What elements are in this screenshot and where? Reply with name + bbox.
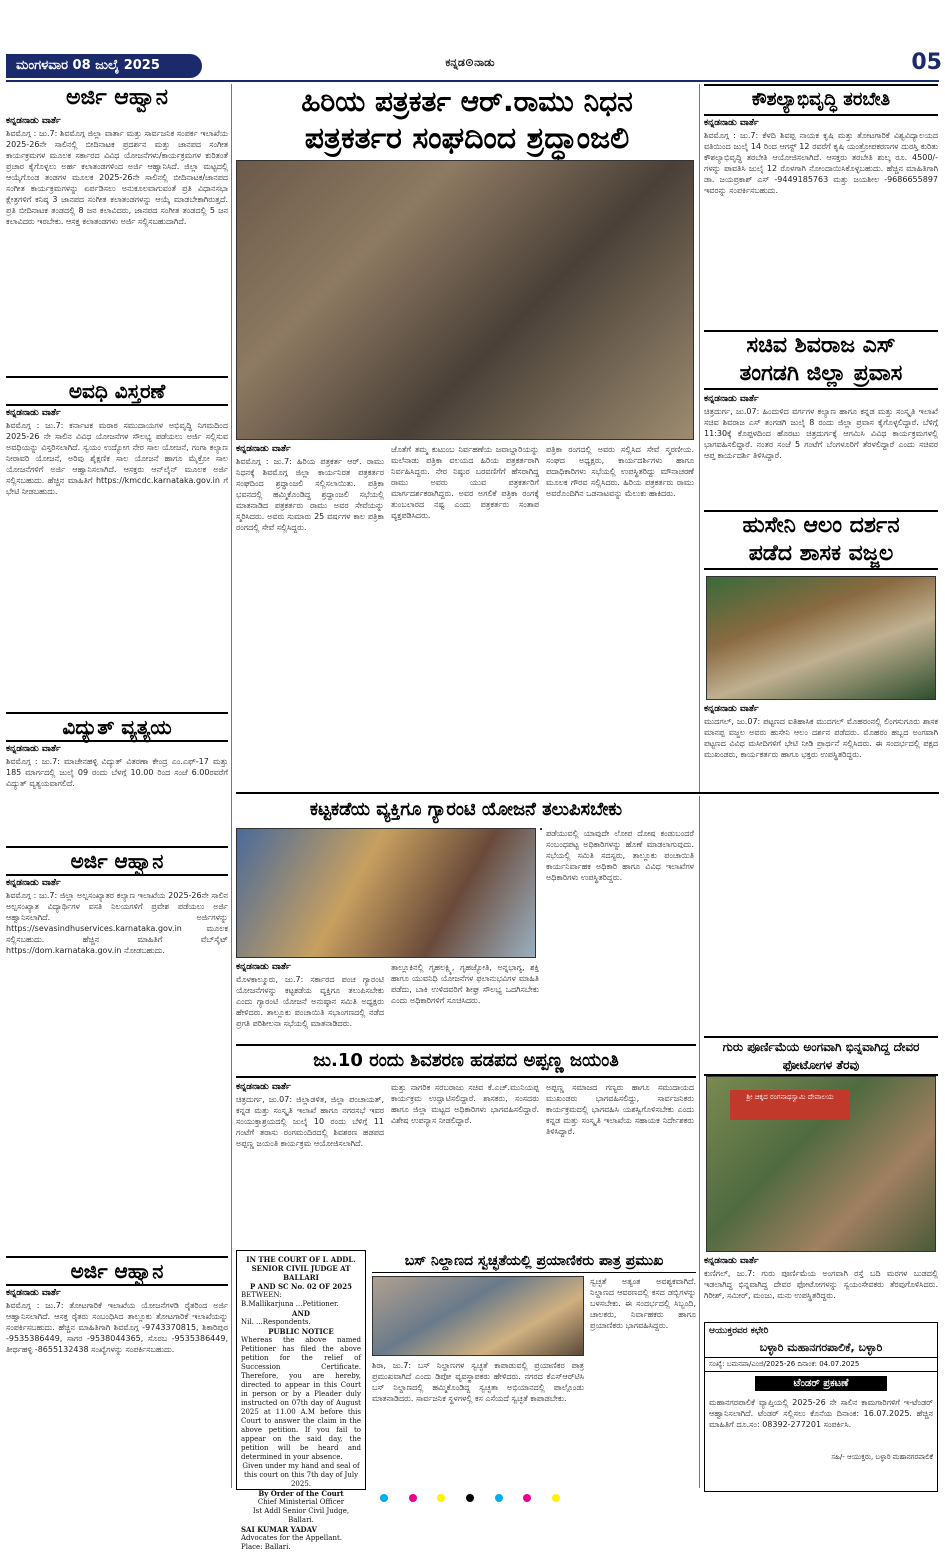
lead-headline-2: ಪತ್ರಕರ್ತರ ಸಂಘದಿಂದ ಶ್ರದ್ಧಾಂಜಲಿ [304,121,630,156]
notice-order: By Order of the Court [258,1489,344,1498]
registration-marks [380,1494,560,1504]
mid-photo-1 [236,828,536,958]
issue-date: ಮಂಗಳವಾರ 08 ಜುಲೈ 2025 [6,54,202,78]
tender-office: ಆಯುಕ್ತರವರ ಕಛೇರಿ [709,1326,769,1336]
col1-article-1: ಶಿವಮೊಗ್ಗ : ಜು.7: ಶಿವಮೊಗ್ಗ ಜಿಲ್ಲಾ ವಾರ್ತಾ ಮತ್ತು ಸಾರ್ವಜನಿಕ ಸಂಪರ್ಕ ಇಲಾಖೆಯ 2025-26ನೇ ಸಾಲಿನಲ್ಲಿ ಬೀದಿನಾಟಕ ಪ್ರದರ್ಶನ ಮತ್ತು ಜಾನಪದ ಸಂಗೀತ ಕಾರ್ಯಕ್ರಮಗಳ ಮೂಲಕ ಸರ್ಕಾರದ ವಿವಿಧ ಯೋಜನೆಗಳು/ಕಾರ್ಯಕ್ರಮಗಳ ಕುರಿತಂತೆ ಪ್ರಚಾರ ಕೈಗೊಳ್ಳಲು ಅರ್ಹ ಕಲಾತಂಡಗಳಿಂದ ಅರ್ಜಿ ಆಹ್ವಾನಿಸಿದೆ. ಜಿಲ್ಲಾ ಮಟ್ಟದಲ್ಲಿ ಆಯ್ಕೆಗೊಂಡ ತಂಡಗಳ ಮೂಲಕ 2025-26ನೇ ಸಾಲಿನಲ್ಲಿ ಬೀದಿನಾಟಕ/ಜಾನಪದ ಸಂಗೀತ ಕಾರ್ಯಕ್ರಮಗಳನ್ನು ಏರ್ಪಡಿಸಲು ಅನುಕೂಲವಾಗುವಂತೆ ಪ್ರತಿ ವಿಧಾನಸಭಾ ಕ್ಷೇತ್ರಗಳಿಗೆ ಕನಿಷ್ಠ 3 ಜಾನಪದ ಸಂಗೀತ ಕಲಾತಂಡಗಳನ್ನು ಆಯ್ಕೆ ಮಾಡಬೇಕಾಗಿರುತ್ತದೆ. ಪ್ರತಿ ಬೀದಿನಾಟಕ ತಂಡದಲ್ಲಿ 8 ಜನ ಕಲಾವಿದರು, ಜಾನಪದ ಸಂಗೀತ ತಂಡದಲ್ಲಿ 5 ಜನ ಕಲಾವಿದರು ಇರಬೇಕು. ಆಸಕ್ತ ಕಲಾತಂಡಗಳು ಅರ್ಜಿ ಸಲ್ಲಿಸಬಹುದಾಗಿದೆ. [6,129,228,226]
notice-title: PUBLIC NOTICE [268,1327,334,1336]
col4-byline-3: ಕನ್ನಡನಾಡು ವಾರ್ತೆ [704,704,759,714]
notice-given: Given under my hand and seal of this court on this 7th day of July 2025. [242,1462,360,1488]
dot-magenta [409,1494,417,1502]
dot-yellow [437,1494,445,1502]
notice-for: Advocates for the Appellant. [241,1534,342,1542]
notice-officer: Chief Ministerial Officer [257,1498,345,1506]
notice-body: Whereas the above named Petitioner has filed the above petition for the relief of Succession Certificate. Therefore, you are hereby, directed to appear in this Court in person or by a Pleader duly instructed on 07th day of August 2025 at 11.00 A.M before this Court to answer the claim in the above petition. If you fail to appear on the said day, the petition will be heard and determined in your absence. [241,1336,361,1461]
lead-photo [236,160,694,440]
tender-title: ಟೆಂಡರ್ ಪ್ರಕಟಣೆ [755,1376,887,1391]
dot-yellow-2 [552,1494,560,1502]
tender-sign: ಸಹಿ/- ಆಯುಕ್ತರು, ಬಳ್ಳಾರಿ ಮಹಾನಗರಪಾಲಿಕೆ [831,1453,933,1461]
col1-headline-5: ಅರ್ಜಿ ಆಹ್ವಾನ [6,1256,228,1286]
mid-headline-1: ಕಟ್ಟಕಡೆಯ ವ್ಯಕ್ತಿಗೂ ಗ್ಯಾರಂಟಿ ಯೋಜನೆ ತಲುಪಿಸಬೇಕು [309,799,623,820]
mid-byline-1: ಕನ್ನಡನಾಡು ವಾರ್ತೆ [236,962,291,972]
mid-article-2a: ಚಿತ್ರದುರ್ಗ, ಜು.07: ಜಿಲ್ಲಾಡಳಿತ, ಜಿಲ್ಲಾ ಪಂಚಾಯತ್, ಕನ್ನಡ ಮತ್ತು ಸಂಸ್ಕೃತಿ ಇಲಾಖೆ ಹಾಗೂ ನಗರಸಭೆ ಇವರ ಸಂಯುಕ್ತಾಶ್ರಯದಲ್ಲಿ ಜುಲೈ 10 ರಂದು ಬೆಳಿಗ್ಗೆ 11 ಗಂಟೆಗೆ ತರಾಸು ರಂಗಮಂದಿರದಲ್ಲಿ ಶಿವಶರಣ ಹಡಪದ ಅಪ್ಪಣ್ಣ ಜಯಂತಿ ಕಾರ್ಯಕ್ರಮ ಆಯೋಜಿಸಲಾಗಿದೆ. [236,1095,384,1148]
mid-article-1a: ಮೊಳಕಾಲ್ಮೂರು, ಜು.7: ಸರ್ಕಾರದ ಪಂಚ ಗ್ಯಾರಂಟಿ ಯೋಜನೆಗಳನ್ನು ಕಟ್ಟಕಡೆಯ ವ್ಯಕ್ತಿಗೂ ತಲುಪಿಸಬೇಕು ಎಂದು ಗ್ಯಾರಂಟಿ ಯೋಜನೆ ಅನುಷ್ಠಾನ ಸಮಿತಿ ಅಧ್ಯಕ್ಷರು ಹೇಳಿದರು. ತಾಲ್ಲೂಕು ಪಂಚಾಯಿತಿ ಸಭಾಂಗಣದಲ್ಲಿ ನಡೆದ ಪ್ರಗತಿ ಪರಿಶೀಲನಾ ಸಭೆಯಲ್ಲಿ ಮಾತನಾಡಿದರು. [236,975,384,1028]
notice-respondents: Nil. ...Respondents. [241,1318,311,1326]
col4-headline-4: ಗುರು ಪೂರ್ಣಿಮೆಯ ಅಂಗವಾಗಿ ಭಿನ್ನವಾಗಿದ್ದ ದೇವರ ಫೋಟೋಗಳ ತೆರವು [704,1036,938,1076]
mid-byline-2: ಕನ್ನಡನಾಡು ವಾರ್ತೆ [236,1082,291,1092]
tender-body: ಮಹಾನಗರಪಾಲಿಕೆ ವ್ಯಾಪ್ತಿಯಲ್ಲಿ 2025-26 ನೇ ಸಾಲಿನ ಕಾಮಗಾರಿಗಳಿಗೆ ಇ-ಟೆಂಡರ್ ಆಹ್ವಾನಿಸಲಾಗಿದೆ. ಟೆಂಡರ್ ಸಲ್ಲಿಸಲು ಕೊನೆಯ ದಿನಾಂಕ: 16.07.2025. ಹೆಚ್ಚಿನ ಮಾಹಿತಿಗೆ ದೂ.ಸಂ: 08392-277201 ಸಂಪರ್ಕಿಸಿ. [709,1398,933,1429]
col4-headline-3a: ಹುಸೇನಿ ಆಲಂ ದರ್ಶನ [704,510,938,540]
mid-article-1b: ತಾಲ್ಲೂಕಿನಲ್ಲಿ ಗೃಹಲಕ್ಷ್ಮಿ, ಗೃಹಜ್ಯೋತಿ, ಅನ್ನಭಾಗ್ಯ, ಶಕ್ತಿ ಹಾಗೂ ಯುವನಿಧಿ ಯೋಜನೆಗಳ ಫಲಾನುಭವಿಗಳ ಮಾಹಿತಿ ಪಡೆದು, ಬಾಕಿ ಉಳಿದವರಿಗೆ ಶೀಘ್ರ ಸೌಲಭ್ಯ ಒದಗಿಸಬೇಕು ಎಂದು ಅಧಿಕಾರಿಗಳಿಗೆ ಸೂಚಿಸಿದರು. [391,963,539,1005]
notice-judge: Ist Addl Senior Civil Judge, Ballari. [252,1507,350,1524]
mid-article-2b: ಮತ್ತು ನಾಗರಿಕ ಸರಬರಾಜು ಸಚಿವ ಕೆ.ಎಚ್.ಮುನಿಯಪ್ಪ ಕಾರ್ಯಕ್ರಮ ಉದ್ಘಾಟಿಸಲಿದ್ದಾರೆ. ಶಾಸಕರು, ಸಂಸದರು ಹಾಗೂ ಜಿಲ್ಲಾ ಮಟ್ಟದ ಅಧಿಕಾರಿಗಳು ಭಾಗವಹಿಸಲಿದ್ದಾರೆ. ವಿಶೇಷ ಉಪನ್ಯಾಸ ನೀಡಲಿದ್ದಾರೆ. [391,1083,539,1125]
col1-byline-4: ಕನ್ನಡನಾಡು ವಾರ್ತೆ [6,878,61,888]
col1-headline-2: ಅವಧಿ ವಿಸ್ತರಣೆ [6,376,228,406]
column-rule-1 [231,84,232,1488]
col1-article-2: ಶಿವಮೊಗ್ಗ : ಜು.7: ಕರ್ನಾಟಕ ಮರಾಠ ಸಮುದಾಯಗಳ ಅಭಿವೃದ್ಧಿ ನಿಗಮದಿಂದ 2025-26 ನೇ ಸಾಲಿನ ವಿವಿಧ ಯೋಜನೆಗಳ ಸೌಲಭ್ಯ ಪಡೆಯಲು ಅರ್ಜಿ ಸಲ್ಲಿಸುವ ಅವಧಿಯನ್ನು ವಿಸ್ತರಿಸಲಾಗಿದೆ. ಸ್ವಯಂ ಉದ್ಯೋಗ ನೇರ ಸಾಲ ಯೋಜನೆ, ಗಂಗಾ ಕಲ್ಯಾಣ ನೀರಾವರಿ ಯೋಜನೆ, ಅರಿವು ಶೈಕ್ಷಣಿಕ ಸಾಲ ಯೋಜನೆ ಹಾಗೂ ಮೈಕ್ರೋ ಸಾಲ ಯೋಜನೆಗಳಿಗೆ ಅರ್ಜಿ ಆಹ್ವಾನಿಸಲಾಗಿದೆ. ಆಸಕ್ತರು ಆನ್‌ಲೈನ್ ಮೂಲಕ ಅರ್ಜಿ ಸಲ್ಲಿಸಬಹುದು. ಹೆಚ್ಚಿನ ಮಾಹಿತಿಗೆ https://kmcdc.karnataka.gov.in ಗೆ ಭೇಟಿ ನೀಡಬಹುದು. [6,421,228,496]
lead-article-col-3: ಪತ್ರಿಕಾ ರಂಗದಲ್ಲಿ ಅವರು ಸಲ್ಲಿಸಿದ ಸೇವೆ ಸ್ಮರಣೀಯ. ಸಂಘದ ಅಧ್ಯಕ್ಷರು, ಕಾರ್ಯದರ್ಶಿಗಳು ಹಾಗೂ ಪದಾಧಿಕಾರಿಗಳು ಸಭೆಯಲ್ಲಿ ಉಪಸ್ಥಿತರಿದ್ದು ಮೌನಾಚರಣೆ ಮೂಲಕ ಗೌರವ ಸಲ್ಲಿಸಿದರು. ಹಿರಿಯ ಪತ್ರಕರ್ತರು ರಾಮು ಅವರೊಂದಿಗಿನ ಒಡನಾಟವನ್ನು ಮೆಲುಕು ಹಾಕಿದರು. [546,445,694,498]
page-number: 05 [911,50,942,75]
mid-photo-2 [540,828,542,830]
lead-article-col-2: ಜೊತೆಗೆ ತಮ್ಮ ಕುಟುಂಬ ನಿರ್ವಹಣೆಯ ಜವಾಬ್ದಾರಿಯನ್ನು ಮಲೆನಾಡು ಪತ್ರಿಕಾ ವಲಯದ ಹಿರಿಯ ಪತ್ರಕರ್ತರಾಗಿ ನಿರ್ವಹಿಸಿದ್ದರು. ನೇರ ನಿಷ್ಠುರ ಬರವಣಿಗೆಗೆ ಹೆಸರಾಗಿದ್ದ ರಾಮು ಅವರು ಯುವ ಪತ್ರಕರ್ತರಿಗೆ ಮಾರ್ಗದರ್ಶಕರಾಗಿದ್ದರು. ಅವರ ಅಗಲಿಕೆ ಪತ್ರಿಕಾ ರಂಗಕ್ಕೆ ತುಂಬಲಾರದ ನಷ್ಟ ಎಂದು ಪತ್ರಕರ್ತರು ಸಂತಾಪ ವ್ಯಕ್ತಪಡಿಸಿದರು. [391,445,539,520]
paper-logo: ಕನ್ನಡ⊙ನಾಡು [445,56,495,69]
col4-headline-3b: ಪಡೆದ ಶಾಸಕ ವಜ್ಜಲ [704,540,938,570]
col4-headline-1: ಕೌಶಲ್ಯಾಭಿವೃದ್ಧಿ ತರಬೇತಿ [704,84,938,116]
col4-photo-1 [706,576,936,700]
col1-byline-2: ಕನ್ನಡನಾಡು ವಾರ್ತೆ [6,408,61,418]
tender-ad [704,1322,938,1492]
col4-article-3: ಮುದಗಲ್, ಜು.07: ಪಟ್ಟಣದ ಐತಿಹಾಸಿಕ ಮುದಗಲ್ ಮೊಹರಂನಲ್ಲಿ ಲಿಂಗಸುಗೂರು ಶಾಸಕ ಮಾನಪ್ಪ ವಜ್ಜಲ ಅವರು ಹುಸೇನಿ ಆಲಂ ದರ್ಶನ ಪಡೆದರು. ಮೊಹರಂ ಹಬ್ಬದ ಅಂಗವಾಗಿ ಪಟ್ಟಣದ ವಿವಿಧ ಮಸೀದಿಗಳಿಗೆ ಭೇಟಿ ನೀಡಿ ಪ್ರಾರ್ಥನೆ ಸಲ್ಲಿಸಿದರು. ಈ ಸಂದರ್ಭದಲ್ಲಿ ಪಕ್ಷದ ಮುಖಂಡರು, ಕಾರ್ಯಕರ್ತರು ಹಾಗೂ ಭಕ್ತರು ಉಪಸ್ಥಿತರಿದ್ದರು. [704,717,938,759]
col1-article-3: ಶಿವಮೊಗ್ಗ : ಜು.7: ಮಾಚೇನಹಳ್ಳಿ ವಿದ್ಯುತ್ ವಿತರಣಾ ಕೇಂದ್ರ ಎಂ.ಎಫ್-17 ಮತ್ತು 185 ಮಾರ್ಗದಲ್ಲಿ ಜುಲೈ 09 ರಂದು ಬೆಳಗ್ಗೆ 10.00 ರಿಂದ ಸಂಜೆ 6.00ರವರೆಗೆ ವಿದ್ಯುತ್ ವ್ಯತ್ಯಯವಾಗಲಿದೆ. [6,757,228,788]
notice-between: BETWEEN: [241,1291,282,1299]
col1-headline-4: ಅರ್ಜಿ ಆಹ್ವಾನ [6,846,228,876]
col1-article-4: ಶಿವಮೊಗ್ಗ : ಜು.7: ಜಿಲ್ಲಾ ಅಲ್ಪಸಂಖ್ಯಾತರ ಕಲ್ಯಾಣ ಇಲಾಖೆಯ 2025-26ನೇ ಸಾಲಿನ ಅಲ್ಪಸಂಖ್ಯಾತ ವಿದ್ಯಾರ್ಥಿಗಳ ವಸತಿ ನಿಲಯಗಳಿಗೆ ಪ್ರವೇಶ ಪಡೆಯಲು ಅರ್ಜಿ ಆಹ್ವಾನಿಸಲಾಗಿದೆ. ಅರ್ಜಿಗಳನ್ನು https://sevasindhuservices.karnataka.gov.in ಮೂಲಕ ಸಲ್ಲಿಸಬಹುದು. ಹೆಚ್ಚಿನ ಮಾಹಿತಿಗೆ ವೆಬ್‌ಸೈಟ್ https://dom.karnataka.gov.in ನೋಡಬಹುದು. [6,891,228,955]
lead-headline-1: ಹಿರಿಯ ಪತ್ರಕರ್ತ ಆರ್.ರಾಮು ನಿಧನ [301,85,633,118]
col1-article-5: ಶಿವಮೊಗ್ಗ : ಜು.7: ತೋಟಗಾರಿಕೆ ಇಲಾಖೆಯ ಯೋಜನೆಗಳಡಿ ರೈತರಿಂದ ಅರ್ಜಿ ಆಹ್ವಾನಿಸಲಾಗಿದೆ. ಆಸಕ್ತ ರೈತರು ಸಂಬಂಧಿಸಿದ ತಾಲ್ಲೂಕು ತೋಟಗಾರಿಕೆ ಇಲಾಖೆಯನ್ನು ಸಂಪರ್ಕಿಸಬಹುದು. ಹೆಚ್ಚಿನ ಮಾಹಿತಿಗಾಗಿ ಶಿವಮೊಗ್ಗ -9743370815, ಶಿಕಾರಿಪುರ -9535386449, ಸಾಗರ -9538044365, ಸೊರಬ -9535386449, ತೀರ್ಥಹಳ್ಳಿ -8655132438 ಸಂಖ್ಯೆಗಳನ್ನು ಸಂಪರ್ಕಿಸಬಹುದು. [6,1301,228,1354]
lead-byline: ಕನ್ನಡನಾಡು ವಾರ್ತೆ [236,444,291,454]
col1-byline-3: ಕನ್ನಡನಾಡು ವಾರ್ತೆ [6,744,61,754]
dot-cyan-2 [495,1494,503,1502]
tender-ref: ಸಂಖ್ಯೆ: ಬಮನಪಾ/ಎಂಜಿ/2025-26 ದಿನಾಂಕ: 04.07.2025 [705,1357,937,1372]
notice-case: P AND SC No. 02 OF 2025 [249,1282,353,1291]
col4-article-4: ಕುಣಿಗಲ್, ಜು.7: ಗುರು ಪೂರ್ಣಿಮೆಯ ಅಂಗವಾಗಿ ರಸ್ತೆ ಬದಿ ಮರಗಳ ಬುಡದಲ್ಲಿ ಇಡಲಾಗಿದ್ದ ಭಿನ್ನವಾಗಿದ್ದ ದೇವರ ಫೋಟೋಗಳನ್ನು ಸ್ವಯಂಸೇವಕರು ತೆರವುಗೊಳಿಸಿದರು. ಗಿರೀಶ್, ಸಮೀರ್, ಮಂಜು, ಮನು ಉಪಸ್ಥಿತರಿದ್ದರು. [704,1269,938,1300]
dot-magenta-2 [523,1494,531,1502]
mid-article-2c: ಅಪ್ಪಣ್ಣ ಸಮಾಜದ ಗಣ್ಯರು ಹಾಗೂ ಸಮುದಾಯದ ಮುಖಂಡರು ಭಾಗವಹಿಸಲಿದ್ದು, ಸಾರ್ವಜನಿಕರು ಕಾರ್ಯಕ್ರಮದಲ್ಲಿ ಭಾಗವಹಿಸಿ ಯಶಸ್ವಿಗೊಳಿಸಬೇಕು ಎಂದು ಕನ್ನಡ ಮತ್ತು ಸಂಸ್ಕೃತಿ ಇಲಾಖೆಯ ಸಹಾಯಕ ನಿರ್ದೇಶಕರು ತಿಳಿಸಿದ್ದಾರೆ. [546,1083,694,1136]
notice-and: AND [292,1309,310,1318]
bus-photo [372,1276,584,1356]
bus-article-1: ಶಿರಾ, ಜು.7: ಬಸ್ ನಿಲ್ದಾಣಗಳ ಸ್ವಚ್ಛತೆ ಕಾಪಾಡುವಲ್ಲಿ ಪ್ರಯಾಣಿಕರ ಪಾತ್ರ ಪ್ರಮುಖವಾಗಿದೆ ಎಂದು ಡಿಪೋ ವ್ಯವಸ್ಥಾಪಕರು ಹೇಳಿದರು. ನಗರದ ಕೆಎಸ್‌ಆರ್‌ಟಿಸಿ ಬಸ್ ನಿಲ್ದಾಣದಲ್ಲಿ ಹಮ್ಮಿಕೊಂಡಿದ್ದ ಸ್ವಚ್ಛತಾ ಅಭಿಯಾನದಲ್ಲಿ ಪಾಲ್ಗೊಂಡು ಮಾತನಾಡಿದರು. ಸಾರ್ವಜನಿಕ ಸ್ಥಳಗಳಲ್ಲಿ ಕಸ ಎಸೆಯದೆ ಸ್ವಚ್ಛತೆ ಕಾಪಾಡಬೇಕು. [372,1361,584,1403]
col4-byline-1: ಕನ್ನಡನಾಡು ವಾರ್ತೆ [704,118,759,128]
mid-headline-2: ಜು.10 ರಂದು ಶಿವಶರಣ ಹಡಪದ ಅಪ್ಪಣ್ಣ ಜಯಂತಿ [236,1044,696,1078]
col1-headline-3: ವಿದ್ಯುತ್ ವ್ಯತ್ಯಯ [6,712,228,742]
masthead-rule [6,80,939,82]
dot-black [466,1494,474,1502]
col1-byline-5: ಕನ್ನಡನಾಡು ವಾರ್ತೆ [6,1288,61,1298]
col4-article-2: ಚಿತ್ರದುರ್ಗ, ಜು.07: ಹಿಂದುಳಿದ ವರ್ಗಗಳ ಕಲ್ಯಾಣ ಹಾಗೂ ಕನ್ನಡ ಮತ್ತು ಸಂಸ್ಕೃತಿ ಇಲಾಖೆ ಸಚಿವ ಶಿವರಾಜ ಎಸ್ ತಂಗಡಗಿ ಜುಲೈ 8 ರಂದು ಜಿಲ್ಲಾ ಪ್ರವಾಸ ಕೈಗೊಳ್ಳಲಿದ್ದಾರೆ. ಬೆಳಿಗ್ಗೆ 11:30ಕ್ಕೆ ಕೊಪ್ಪಳದಿಂದ ಹೊರಟು ಚಿತ್ರದುರ್ಗಕ್ಕೆ ಆಗಮಿಸಿ ವಿವಿಧ ಕಾರ್ಯಕ್ರಮಗಳಲ್ಲಿ ಭಾಗವಹಿಸಲಿದ್ದಾರೆ. ನಂತರ ಸಂಜೆ 5 ಗಂಟೆಗೆ ಬೆಂಗಳೂರಿಗೆ ತೆರಳಲಿದ್ದಾರೆ ಎಂದು ಸಚಿವರ ಆಪ್ತ ಕಾರ್ಯದರ್ಶಿ ತಿಳಿಸಿದ್ದಾರೆ. [704,407,938,460]
tender-corporation: ಬಳ್ಳಾರಿ ಮಹಾನಗರಪಾಲಿಕೆ, ಬಳ್ಳಾರಿ [759,1341,883,1354]
temple-sign: ಶ್ರೀ ಚಿಕ್ಕದ ರಂಗನಾಥಸ್ವಾಮಿ ದೇವಾಲಯ [730,1090,850,1120]
col4-byline-2: ಕನ್ನಡನಾಡು ವಾರ್ತೆ [704,394,759,404]
notice-advocate: SAI KUMAR YADAV [241,1525,317,1534]
dot-cyan [380,1494,388,1502]
col4-article-1: ಶಿವಮೊಗ್ಗ : ಜು.7: ಕೆಳದಿ ಶಿವಪ್ಪ ನಾಯಕ ಕೃಷಿ ಮತ್ತು ತೋಟಗಾರಿಕೆ ವಿಶ್ವವಿದ್ಯಾಲಯದ ವತಿಯಿಂದ ಜುಲೈ 14 ರಿಂದ ಆಗಸ್ಟ್ 12 ರವರೆಗೆ ಕೃಷಿ ಯಂತ್ರೋಪಕರಣಗಳ ದುರಸ್ತಿ ಕುರಿತು ಕೌಶಲ್ಯಾಭಿವೃದ್ಧಿ ತರಬೇತಿ ಆಯೋಜಿಸಲಾಗಿದೆ. ಆಸಕ್ತರು ತರಬೇತಿ ಶುಲ್ಕ ರೂ. 4500/-ಗಳನ್ನು ಪಾವತಿಸಿ ಜುಲೈ 12 ರೊಳಗಾಗಿ ನೋಂದಾಯಿಸಿಕೊಳ್ಳಬಹುದು. ಹೆಚ್ಚಿನ ಮಾಹಿತಿಗಾಗಿ ಡಾ. ಜಯಪ್ರಕಾಶ್ ಎಸ್ -9449185763 ಮತ್ತು ಜಯಶೀಲ -9686655897 ಇವರನ್ನು ಸಂಪರ್ಕಿಸಬಹುದು. [704,131,938,195]
mid-top-rule [236,792,939,794]
notice-petitioner: B.Mallikarjuna ...Petitioner. [241,1300,339,1308]
col4-headline-2b: ತಂಗಡಗಿ ಜಿಲ್ಲಾ ಪ್ರವಾಸ [704,360,938,390]
notice-court: IN THE COURT OF I. ADDL. SENIOR CIVIL JUDGE AT BALLARI [246,1255,356,1282]
lead-article-col-1: ಶಿವಮೊಗ್ಗ : ಜು.7: ಹಿರಿಯ ಪತ್ರಕರ್ತ ಆರ್. ರಾಮು ನಿಧನಕ್ಕೆ ಶಿವಮೊಗ್ಗ ಜಿಲ್ಲಾ ಕಾರ್ಯನಿರತ ಪತ್ರಕರ್ತರ ಸಂಘದಿಂದ ಶ್ರದ್ಧಾಂಜಲಿ ಸಲ್ಲಿಸಲಾಯಿತು. ಪತ್ರಿಕಾ ಭವನದಲ್ಲಿ ಹಮ್ಮಿಕೊಂಡಿದ್ದ ಶ್ರದ್ಧಾಂಜಲಿ ಸಭೆಯಲ್ಲಿ ಮಾತನಾಡಿದ ಪತ್ರಕರ್ತರು ರಾಮು ಅವರ ಸೇವೆಯನ್ನು ಸ್ಮರಿಸಿದರು. ಅವರು ಸುಮಾರು 25 ವರ್ಷಗಳ ಕಾಲ ಪತ್ರಿಕಾ ರಂಗದಲ್ಲಿ ಸೇವೆ ಸಲ್ಲಿಸಿದ್ದರು. [236,457,384,532]
mid-article-1c: ಪಡೆಯುವಲ್ಲಿ ಯಾವುದೇ ಲೋಪ ದೋಷ ಕಂಡುಬಂದರೆ ಸಂಬಂಧಪಟ್ಟ ಅಧಿಕಾರಿಗಳನ್ನು ಹೊಣೆ ಮಾಡಲಾಗುವುದು. ಸಭೆಯಲ್ಲಿ ಸಮಿತಿ ಸದಸ್ಯರು, ತಾಲ್ಲೂಕು ಪಂಚಾಯಿತಿ ಕಾರ್ಯನಿರ್ವಾಹಕ ಅಧಿಕಾರಿ ಹಾಗೂ ವಿವಿಧ ಇಲಾಖೆಗಳ ಅಧಿಕಾರಿಗಳು ಉಪಸ್ಥಿತರಿದ್ದರು. [546,829,694,882]
bus-headline: ಬಸ್ ನಿಲ್ದಾಣದ ಸ್ವಚ್ಛತೆಯಲ್ಲಿ ಪ್ರಯಾಣಿಕರು ಪಾತ್ರ ಪ್ರಮುಖ [372,1250,696,1273]
column-rule-2 [699,84,700,792]
court-notice [236,1250,366,1551]
col4-headline-2a: ಸಚಿವ ಶಿವರಾಜ ಎಸ್ [704,330,938,360]
column-rule-3 [699,796,700,1488]
col1-byline-1: ಕನ್ನಡನಾಡು ವಾರ್ತೆ [6,116,61,126]
notice-place: Place: Ballari. [241,1543,291,1551]
col1-headline-1: ಅರ್ಜಿ ಆಹ್ವಾನ [65,85,169,110]
bus-article-2: ಸ್ವಚ್ಛತೆ ಅತ್ಯಂತ ಅವಶ್ಯಕವಾಗಿದೆ. ನಿಲ್ದಾಣದ ಆವರಣದಲ್ಲಿ ಕಸದ ಡಬ್ಬಿಗಳನ್ನು ಬಳಸಬೇಕು. ಈ ಸಂದರ್ಭದಲ್ಲಿ ಸಿಬ್ಬಂದಿ, ಚಾಲಕರು, ನಿರ್ವಾಹಕರು ಹಾಗೂ ಪ್ರಯಾಣಿಕರು ಭಾಗವಹಿಸಿದ್ದರು. [590,1277,696,1330]
col4-byline-4: ಕನ್ನಡನಾಡು ವಾರ್ತೆ [704,1256,759,1266]
